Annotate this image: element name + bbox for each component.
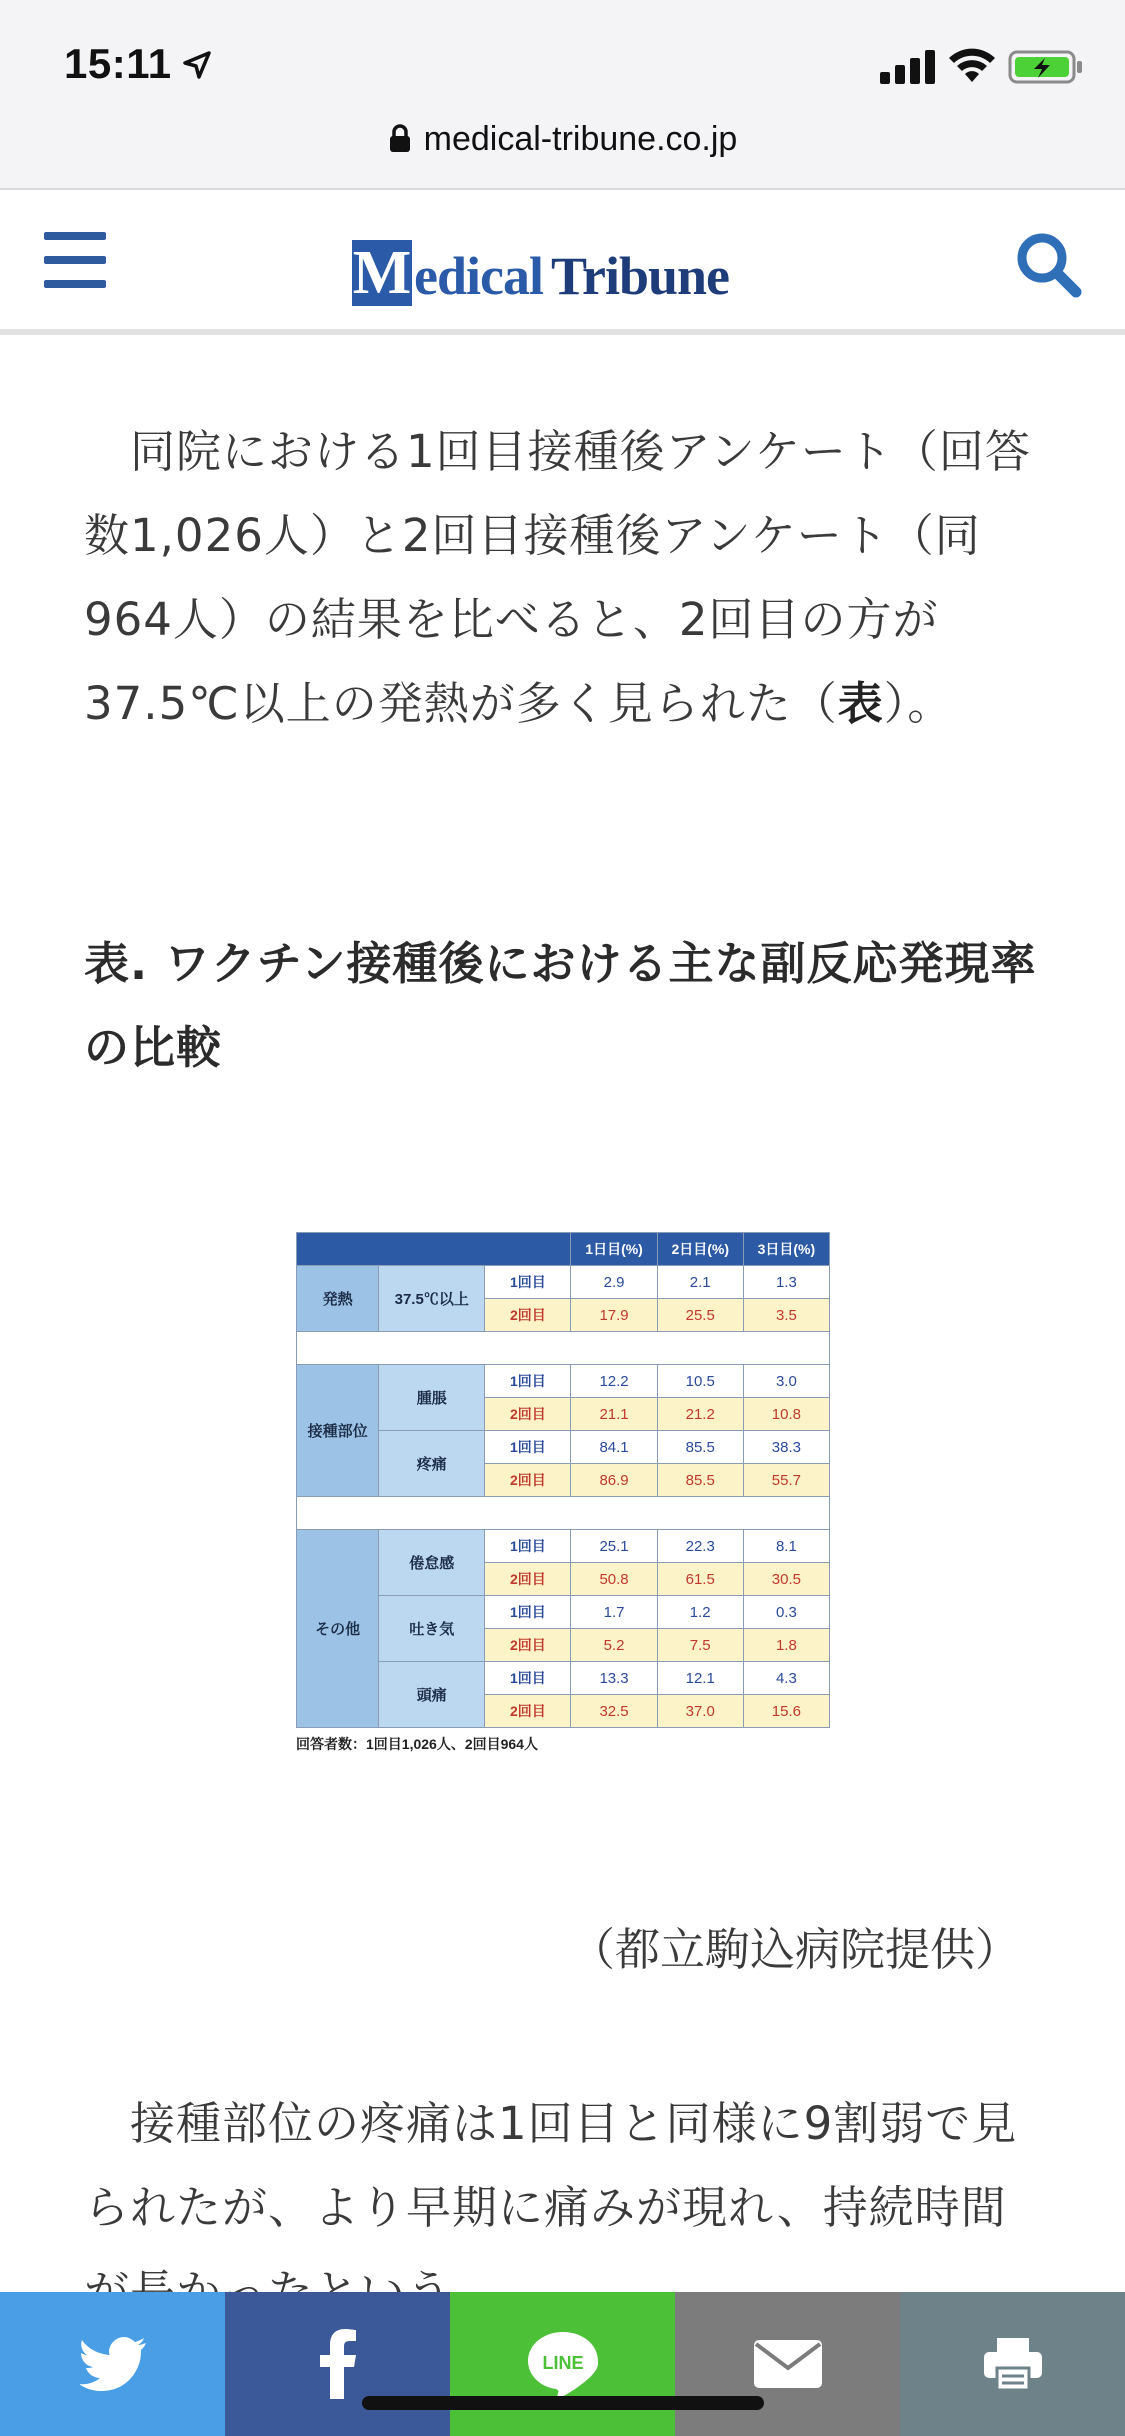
table-cell: 85.5 (657, 1464, 743, 1497)
table-cell: 4.3 (743, 1662, 829, 1695)
table-cell: 1.3 (743, 1266, 829, 1299)
site-header (0, 190, 1125, 335)
url-text: medical-tribune.co.jp (423, 120, 738, 158)
side-reaction-table (296, 1232, 830, 1728)
line-icon-text: LINE (541, 2353, 584, 2373)
item-swelling: 腫脹 (379, 1365, 485, 1431)
col-header-day1: 1日目(%) (571, 1233, 657, 1266)
category-fever: 発熱 (297, 1266, 379, 1332)
table-cell: 84.1 (571, 1431, 657, 1464)
item-nausea: 吐き気 (379, 1596, 485, 1662)
table-cell: 15.6 (743, 1695, 829, 1728)
table-cell: 2.1 (657, 1266, 743, 1299)
logo-tribune: Tribune (550, 246, 730, 306)
item-pain: 疼痛 (379, 1431, 485, 1497)
table-cell: 1.2 (657, 1596, 743, 1629)
status-time: 15:11 (64, 40, 172, 87)
table-cell: 37.0 (657, 1695, 743, 1728)
mail-icon (754, 2340, 822, 2388)
table-cell: 32.5 (571, 1695, 657, 1728)
table-cell: 12.2 (571, 1365, 657, 1398)
twitter-icon (80, 2336, 146, 2392)
table-cell: 10.8 (743, 1398, 829, 1431)
item-headache: 頭痛 (379, 1662, 485, 1728)
table-cell: 5.2 (571, 1629, 657, 1662)
table-reference: 表 (837, 677, 884, 730)
col-header-day3: 3日目(%) (743, 1233, 829, 1266)
table-cell: 17.9 (571, 1299, 657, 1332)
wifi-icon (948, 46, 996, 84)
site-logo[interactable] (352, 226, 729, 306)
table-row (297, 1365, 830, 1398)
table-cell: 12.1 (657, 1662, 743, 1695)
browser-chrome (0, 0, 1125, 190)
logo-m: M (352, 239, 412, 307)
table-cell: 8.1 (743, 1530, 829, 1563)
item-fever: 37.5℃以上 (379, 1266, 485, 1332)
table-cell: 25.5 (657, 1299, 743, 1332)
location-arrow-icon (182, 50, 212, 80)
image-credit: （都立駒込病院提供） (569, 1923, 1020, 1976)
table-cell: 2.9 (571, 1266, 657, 1299)
category-other: その他 (297, 1530, 379, 1728)
table-cell: 55.7 (743, 1464, 829, 1497)
table-cell: 21.1 (571, 1398, 657, 1431)
lock-icon (388, 124, 412, 152)
table-cell: 7.5 (657, 1629, 743, 1662)
share-facebook-button[interactable] (225, 2292, 450, 2436)
table-row (297, 1266, 830, 1299)
table-cell: 38.3 (743, 1431, 829, 1464)
print-icon (984, 2338, 1042, 2390)
table-cell: 61.5 (657, 1563, 743, 1596)
table-footnote: 回答者数：1回目1,026人、2回目964人 (296, 1736, 538, 1752)
facebook-icon (318, 2329, 358, 2399)
dose-label: 2回目 (485, 1563, 571, 1596)
table-cell: 3.0 (743, 1365, 829, 1398)
dose-label: 1回目 (485, 1365, 571, 1398)
table-cell: 0.3 (743, 1596, 829, 1629)
home-indicator (362, 2396, 764, 2410)
dose-label: 1回目 (485, 1596, 571, 1629)
table-cell: 22.3 (657, 1530, 743, 1563)
table-header-row (297, 1233, 830, 1266)
dose-label: 1回目 (485, 1431, 571, 1464)
side-reaction-table-figure (296, 1232, 830, 1754)
col-header-day2: 2日目(%) (657, 1233, 743, 1266)
dose-label: 1回目 (485, 1530, 571, 1563)
table-cell: 30.5 (743, 1563, 829, 1596)
hamburger-menu-icon[interactable] (44, 232, 106, 288)
share-print-button[interactable] (900, 2292, 1125, 2436)
article-paragraph: 接種部位の疼痛は1回目と同様に9割弱で見られたが、より早期に痛みが現れ、持続時間 (84, 2097, 1018, 2234)
table-cell: 86.9 (571, 1464, 657, 1497)
table-cell: 3.5 (743, 1299, 829, 1332)
line-icon (526, 2330, 600, 2398)
dose-label: 1回目 (485, 1266, 571, 1299)
share-mail-button[interactable] (675, 2292, 900, 2436)
article-paragraph: 同院における1回目接種後アンケート（回答数1,026人）と2回目接種後アンケート（同964人）の結果を比べると、2回目の方が37.5℃以上の発熱が多く見られた（表）。 (84, 425, 1031, 730)
battery-icon (1008, 50, 1084, 84)
dose-label: 1回目 (485, 1662, 571, 1695)
dose-label: 2回目 (485, 1464, 571, 1497)
table-cell: 1.8 (743, 1629, 829, 1662)
address-bar[interactable] (0, 120, 1125, 159)
table-cell: 13.3 (571, 1662, 657, 1695)
table-cell: 50.8 (571, 1563, 657, 1596)
dose-label: 2回目 (485, 1398, 571, 1431)
table-title: 表. ワクチン接種後における主な副反応発現率の比較 (84, 937, 1037, 1074)
item-fatigue: 倦怠感 (379, 1530, 485, 1596)
table-cell: 10.5 (657, 1365, 743, 1398)
dose-label: 2回目 (485, 1629, 571, 1662)
search-icon[interactable] (1012, 228, 1084, 300)
article-body (84, 410, 1044, 746)
share-line-button[interactable] (450, 2292, 675, 2436)
table-cell: 85.5 (657, 1431, 743, 1464)
table-cell: 21.2 (657, 1398, 743, 1431)
dose-label: 2回目 (485, 1695, 571, 1728)
share-twitter-button[interactable] (0, 2292, 225, 2436)
table-cell: 25.1 (571, 1530, 657, 1563)
table-row (297, 1530, 830, 1563)
cellular-signal-icon (880, 50, 936, 84)
logo-edical: edical (414, 246, 543, 306)
category-injection-site: 接種部位 (297, 1365, 379, 1497)
dose-label: 2回目 (485, 1299, 571, 1332)
table-cell: 1.7 (571, 1596, 657, 1629)
share-bar (0, 2292, 1125, 2436)
